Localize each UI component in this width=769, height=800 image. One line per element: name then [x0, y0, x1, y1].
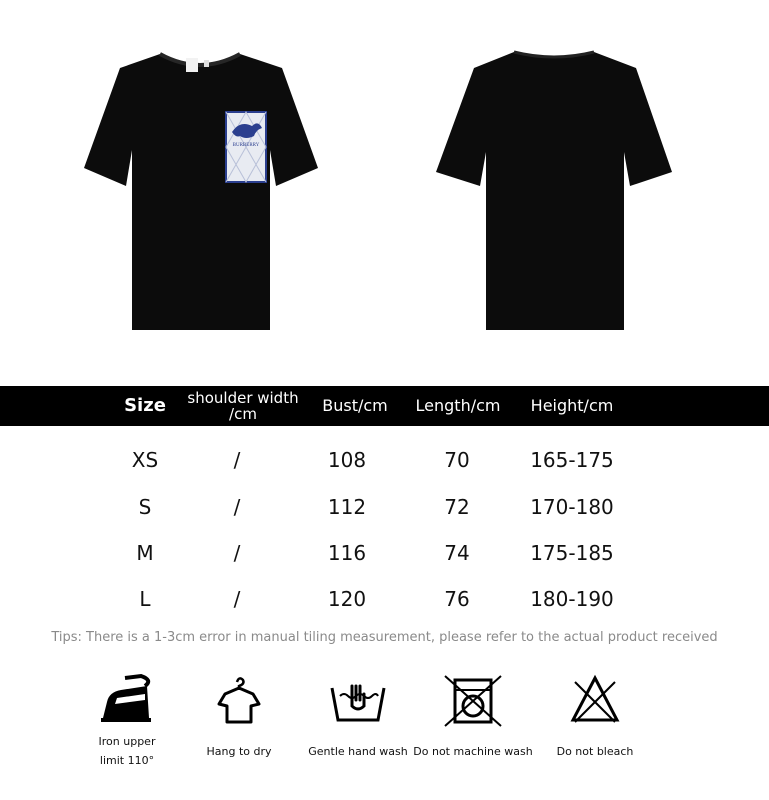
cell-bust: 116	[327, 541, 367, 565]
no-bleach-icon	[563, 672, 627, 728]
cell-bust: 120	[327, 587, 367, 611]
cell-shoulder: /	[233, 448, 241, 472]
tshirt-front-image	[80, 48, 320, 338]
hang-dry-icon	[207, 672, 271, 728]
cell-length: 76	[444, 587, 470, 611]
header-bust: Bust/cm	[322, 396, 388, 415]
pocket-patch	[226, 112, 266, 182]
care-item-hand-wash	[298, 672, 418, 761]
tshirt-back-image	[434, 48, 674, 338]
cell-height: 170-180	[530, 495, 614, 519]
size-table-header	[0, 386, 769, 426]
header-length: Length/cm	[415, 396, 501, 415]
cell-height: 175-185	[530, 541, 614, 565]
care-label-line1: Gentle hand wash	[308, 745, 408, 758]
cell-size: XS	[131, 448, 159, 472]
hand-wash-icon	[326, 672, 390, 728]
care-label-line1: Hang to dry	[206, 745, 272, 758]
care-label-line1: Iron upper	[98, 735, 156, 748]
cell-size: S	[138, 495, 152, 519]
care-item-iron	[67, 672, 187, 770]
cell-length: 70	[444, 448, 470, 472]
size-row-xs	[0, 445, 769, 475]
no-machine-wash-icon	[441, 672, 505, 728]
pocket-brand-text: BURBERRY	[232, 143, 260, 148]
care-label-line1: Do not machine wash	[413, 745, 533, 758]
iron-icon	[95, 672, 159, 728]
size-row-l	[0, 584, 769, 614]
cell-bust: 112	[327, 495, 367, 519]
cell-size: L	[139, 587, 151, 611]
size-row-m	[0, 538, 769, 568]
measurement-tips: Tips: There is a 1-3cm error in manual tiling measurement, please refer to the actual product received	[51, 630, 718, 645]
care-item-hang-dry	[179, 672, 299, 761]
care-label-line2: limit 110°	[99, 754, 155, 767]
cell-bust: 108	[327, 448, 367, 472]
care-item-no-machine-wash	[413, 672, 533, 761]
cell-length: 74	[444, 541, 470, 565]
cell-size: M	[136, 541, 154, 565]
cell-length: 72	[444, 495, 470, 519]
header-size: Size	[124, 395, 166, 416]
cell-height: 180-190	[530, 587, 614, 611]
cell-shoulder: /	[233, 587, 241, 611]
care-label-line1: Do not bleach	[556, 745, 634, 758]
header-shoulder-line1: shoulder width	[187, 389, 299, 407]
care-item-no-bleach	[535, 672, 655, 761]
header-shoulder-width	[176, 386, 310, 426]
cell-shoulder: /	[233, 541, 241, 565]
size-row-s	[0, 492, 769, 522]
header-height: Height/cm	[530, 396, 614, 415]
cell-height: 165-175	[530, 448, 614, 472]
tshirt-front-illustration	[80, 48, 320, 338]
tshirt-back-illustration	[434, 48, 674, 338]
header-shoulder-line2: /cm	[229, 405, 257, 423]
cell-shoulder: /	[233, 495, 241, 519]
